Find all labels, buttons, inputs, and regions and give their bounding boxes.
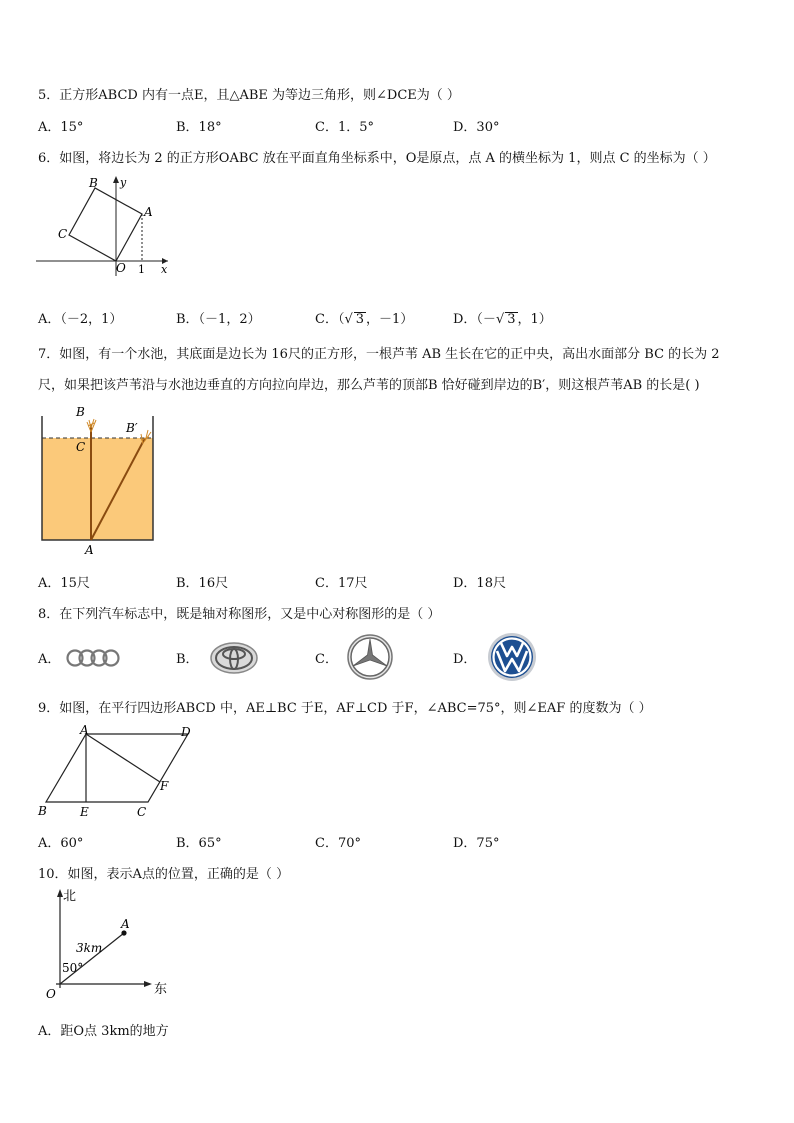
q10-label-angle: 50° bbox=[62, 961, 84, 975]
q6-option-d-root: 3 bbox=[507, 312, 516, 327]
q8-option-b[interactable] bbox=[176, 634, 296, 680]
q6-option-d[interactable] bbox=[453, 308, 552, 327]
q8-option-d[interactable] bbox=[453, 634, 573, 680]
q7-label-b: B bbox=[76, 405, 85, 419]
q6-option-c-root: 3 bbox=[355, 312, 365, 327]
q5-text: 5．正方形ABCD 内有一点E，且△ABE 为等边三角形，则∠DCE为（ ） bbox=[38, 88, 460, 103]
q7-label-a: A bbox=[85, 543, 94, 557]
q8-option-c-label: C． bbox=[315, 652, 338, 667]
q6-y-arrow-icon bbox=[113, 176, 119, 183]
q6-label-x: x bbox=[161, 263, 168, 276]
q9-option-b[interactable]: B．65° bbox=[176, 836, 222, 851]
q6-label-o: O bbox=[116, 261, 126, 275]
q8-option-a[interactable] bbox=[38, 634, 158, 680]
q6-option-c-prefix: C．（ bbox=[315, 312, 345, 327]
q10-east-arrow-icon bbox=[144, 981, 152, 987]
q8-option-d-label: D． bbox=[453, 652, 477, 667]
q7-option-a[interactable]: A．15尺 bbox=[38, 576, 90, 591]
toyota-logo-icon bbox=[210, 634, 270, 680]
q5-options bbox=[38, 116, 758, 134]
q8-options bbox=[38, 634, 758, 684]
q9-label-f: F bbox=[160, 779, 169, 793]
q7-label-c: C bbox=[76, 440, 86, 454]
q6-text: 6．如图，将边长为 2 的正方形OABC 放在平面直角坐标系中，O是原点，点 A 的横坐标为 1，则点 C 的坐标为（ ） bbox=[38, 151, 716, 166]
q6-square-oabc bbox=[69, 188, 142, 261]
q10-label-north: 北 bbox=[63, 889, 77, 904]
q5-option-a[interactable]: A．15° bbox=[38, 120, 84, 135]
q10-label-distance: 3km bbox=[76, 941, 103, 955]
q9-label-e: E bbox=[80, 805, 89, 819]
q10-point-a bbox=[121, 930, 126, 935]
q8-option-a-label: A． bbox=[38, 652, 61, 667]
q6-figure bbox=[36, 172, 176, 280]
q7-options bbox=[38, 572, 758, 590]
q6-option-c[interactable] bbox=[315, 308, 413, 327]
q9-option-d[interactable]: D．75° bbox=[453, 836, 500, 851]
q9-options bbox=[38, 832, 758, 850]
q6-label-c: C bbox=[58, 227, 68, 241]
q6-label-y: y bbox=[120, 176, 127, 189]
q9-label-b: B bbox=[38, 804, 47, 818]
q6-option-d-prefix: D．（－ bbox=[453, 312, 496, 327]
audi-rings-icon bbox=[66, 634, 126, 680]
q9-label-c: C bbox=[137, 805, 147, 819]
q8-option-b-label: B． bbox=[176, 652, 199, 667]
sqrt-icon: √ bbox=[344, 312, 353, 327]
q10-figure bbox=[36, 886, 176, 1004]
q10-option-a[interactable]: A．距O点 3km的地方 bbox=[38, 1024, 169, 1039]
q10-label-a: A bbox=[121, 917, 130, 931]
q7-line1: 7．如图，有一个水池，其底面是边长为 16尺的正方形，一根芦苇 AB 生长在它的正中央，高出水面部分 BC 的长为 2 bbox=[38, 347, 720, 362]
q7-option-b[interactable]: B．16尺 bbox=[176, 576, 229, 591]
sqrt-icon: √ bbox=[495, 312, 505, 327]
q7-line2: 尺，如果把该芦苇沿与水池边垂直的方向拉向岸边，那么芦苇的顶部B 恰好碰到岸边的B′，则这根芦苇AB 的长是( ) bbox=[38, 378, 700, 393]
q6-options bbox=[38, 308, 758, 326]
q9-label-d: D bbox=[181, 725, 191, 739]
q7-figure bbox=[34, 402, 164, 558]
q6-option-a[interactable]: A．（－2，1） bbox=[38, 312, 123, 327]
q9-option-c[interactable]: C．70° bbox=[315, 836, 361, 851]
q9-label-a: A bbox=[80, 724, 89, 737]
q9-segment-af bbox=[86, 734, 160, 782]
q7-label-bprime: B′ bbox=[126, 421, 138, 435]
q7-option-c[interactable]: C．17尺 bbox=[315, 576, 368, 591]
q10-label-east: 东 bbox=[154, 982, 168, 997]
q10-text: 10．如图，表示A点的位置，正确的是（ ） bbox=[38, 867, 290, 882]
q6-option-c-suffix: ，－1） bbox=[366, 312, 414, 327]
q5-option-d[interactable]: D．30° bbox=[453, 120, 500, 135]
q6-label-a: A bbox=[144, 205, 153, 219]
q5-option-c[interactable]: C．1．5° bbox=[315, 120, 374, 135]
q10-label-o: O bbox=[46, 987, 56, 1001]
q9-option-a[interactable]: A．60° bbox=[38, 836, 84, 851]
volkswagen-logo-icon bbox=[487, 632, 547, 682]
q6-option-d-suffix: ，1） bbox=[517, 312, 552, 327]
q9-text: 9．如图，在平行四边形ABCD 中，AE⊥BC 于E，AF⊥CD 于F，∠ABC=75°，则∠EAF 的度数为（ ） bbox=[38, 701, 652, 716]
q6-label-b: B bbox=[89, 176, 98, 190]
mercedes-star-icon bbox=[343, 634, 403, 680]
q7-reed-tip-b-icon bbox=[87, 419, 96, 432]
q7-option-d[interactable]: D．18尺 bbox=[453, 576, 506, 591]
q8-option-c[interactable] bbox=[315, 634, 435, 680]
q8-text: 8．在下列汽车标志中，既是轴对称图形，又是中心对称图形的是（ ） bbox=[38, 607, 441, 622]
q6-option-b[interactable]: B．（－1，2） bbox=[176, 312, 261, 327]
q9-figure bbox=[36, 724, 196, 822]
q6-label-one: 1 bbox=[138, 263, 145, 276]
q5-option-b[interactable]: B．18° bbox=[176, 120, 222, 135]
